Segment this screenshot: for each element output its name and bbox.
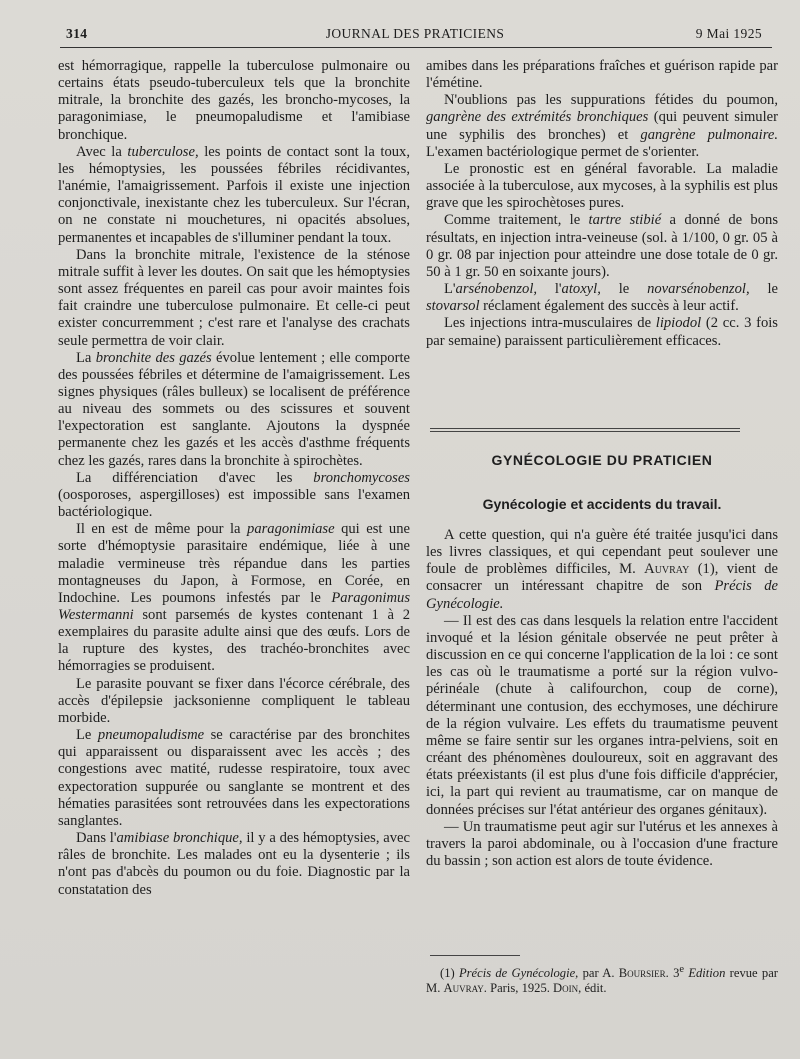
paragraph: — Un traumatisme peut agir sur l'utérus et les annexes à travers la paroi abdominale, ou à l'occasion d'une fracture du bassin ; son action est alors de toute évidence. [426, 818, 778, 869]
right-column-article [426, 527, 778, 870]
paragraph: Le parasite pouvant se fixer dans l'écorce cérébrale, des accès d'épilepsie jacksonienne compliquent le tableau morbide. [58, 675, 410, 726]
right-column-top [426, 58, 778, 350]
paragraph: — Il est des cas dans lesquels la relation entre l'accident invoqué et la lésion génitale observée ne peut prêter à discussion en ce qui concerne l'application de la loi : ce sont les cas où le traumatisme a porté sur la région vulvo-périnéale (chute à califourchon, coup de corne), déterminant une contusion, des ecchymoses, une déchirure de la région vulvaire. Les effets du traumatisme peuvent même se faire sentir sur les organes intra-pelviens, soit en créant des phénomènes douloureux, soit en aggravant des états préexistants (il est plus d'une fois difficile d'apprécier, ici, la part qui revient au traumatisme, car on manque de données précises sur l'état antérieur des organes génitaux). [426, 612, 778, 818]
issue-date: 9 Mai 1925 [695, 26, 762, 41]
paragraph: L'arsénobenzol, l'atoxyl, le novarsénobenzol, le stovarsol réclament également des succès à leur actif. [426, 281, 778, 315]
paragraph: Le pronostic est en général favorable. La maladie associée à la tuberculose, aux mycoses, à la syphilis est plus grave que les spirochètoses pures. [426, 160, 778, 212]
page-number: 314 [66, 26, 88, 41]
paragraph: La différenciation d'avec les bronchomycoses (oosporoses, aspergilloses) est impossible sans l'examen bactériologique. [58, 469, 410, 521]
paragraph: La bronchite des gazés évolue lentement ; elle comporte des poussées fébriles et détermine de l'amaigrissement. Les signes physiques (râles bulleux) se localisent de préférence au niveau des sommets ou des scissures et souvent l'expectoration est sanglante. Ajoutons la dyspnée permanente chez les gazés et les accès d'asthme fréquents chez les gazés, rares dans la bronchite à spirochètes. [58, 349, 410, 469]
paragraph: N'oublions pas les suppurations fétides du poumon, gangrène des extrémités bronchiques (qui peuvent simuler une syphilis des bronches) et gangrène pulmonaire. L'examen bactériologique permet de s'orienter. [426, 92, 778, 160]
page-header [60, 26, 770, 44]
paragraph: Comme traitement, le tartre stibié a donné de bons résultats, en injection intra-veineuse (sol. à 1/100, 0 gr. 05 à 0 gr. 08 par injection pour atteindre une dose totale de 0 gr. 50 à 1 gr. 50 en soixante jours). [426, 212, 779, 280]
paragraph: Dans la bronchite mitrale, l'existence de la sténose mitrale suffit à lever les doutes. On sait que les hémoptysies sont assez fréquentes en pareil cas pour avoir maintes fois fait craindre une tuberculose pulmonaire. Et celle-ci peut exister concurremment ; c'est rare et l'analyse des crachats seule permettra de voir clair. [58, 246, 410, 349]
paragraph: A cette question, qui n'a guère été traitée jusqu'ici dans les livres classiques, et qui cependant peut soulever une foule de problèmes difficiles, M. Auvray (1), vient de consacrer un intéressant chapitre de son Précis de Gynécologie. [426, 527, 778, 612]
footnote-rule [430, 955, 520, 956]
paragraph: Le pneumopaludisme se caractérise par des bronchites qui apparaissent ou disparaissent avec les accès ; des congestions avec matité, rudesse respiratoire, toux avec expectoration suppurée ou sanglante se montrent et des hématies parasitées sont retrouvées dans les expectorations sanglantes. [58, 727, 410, 829]
article-title: Gynécologie et accidents du travail. [482, 496, 722, 512]
footnote [426, 962, 778, 996]
paragraph: amibes dans les préparations fraîches et guérison rapide par l'émétine. [426, 58, 778, 92]
header-rule [60, 47, 772, 48]
paragraph: Il en est de même pour la paragonimiase qui est une sorte d'hémoptysie parasitaire endémique, liée à une maladie vermineuse très répandue dans les parties montagneuses du Japon, à Formose, en Corée, en Indochine. Les poumons infestés par le Paragonimus Westermanni sont parsemés de kystes contenant 1 à 2 exemplaires du parasite adulte ainsi que des œufs. Lors de la rupture des kystes, des trachéo-bronchites avec hémorragies se produisent. [58, 521, 410, 675]
section-divider-top [430, 428, 740, 429]
paragraph: Les injections intra-musculaires de lipiodol (2 cc. 3 fois par semaine) paraissent particulièrement efficaces. [426, 315, 778, 349]
footnote-text: (1) Précis de Gynécologie, par A. Boursier. 3e Edition revue par M. Auvray. Paris, 1925. Doin, édit. [426, 964, 778, 996]
section-heading: GYNÉCOLOGIE DU PRATICIEN [491, 452, 713, 468]
paragraph: est hémorragique, rappelle la tuberculose pulmonaire ou certains états pseudo-tuberculeux tels que la bronchite mitrale, la bronchite des gazés, les broncho-mycoses, la paragonimiase, le pneumopaludisme et l'amibiase bronchique. [58, 58, 410, 143]
paragraph: Avec la tuberculose, les points de contact sont la toux, les hémoptysies, les poussées fébriles récidivantes, l'anémie, l'amaigrissement. Parfois il existe une injection conjonctivale, inexistante chez les tuberculeux. Sur l'écran, on ne constate ni mouchetures, ni opacités absolues, permanentes et incapables de s'illuminer pendant la toux. [58, 143, 410, 246]
section-divider-bottom [430, 431, 740, 432]
paragraph: Dans l'amibiase bronchique, il y a des hémoptysies, avec râles de bronchite. Les malades ont eu la dysenterie ; ils n'ont pas d'abcès du poumon ou du foie. Diagnostic par la constatation des [58, 830, 411, 898]
journal-title: JOURNAL DES PRATICIENS [325, 26, 505, 41]
left-column [58, 58, 410, 899]
